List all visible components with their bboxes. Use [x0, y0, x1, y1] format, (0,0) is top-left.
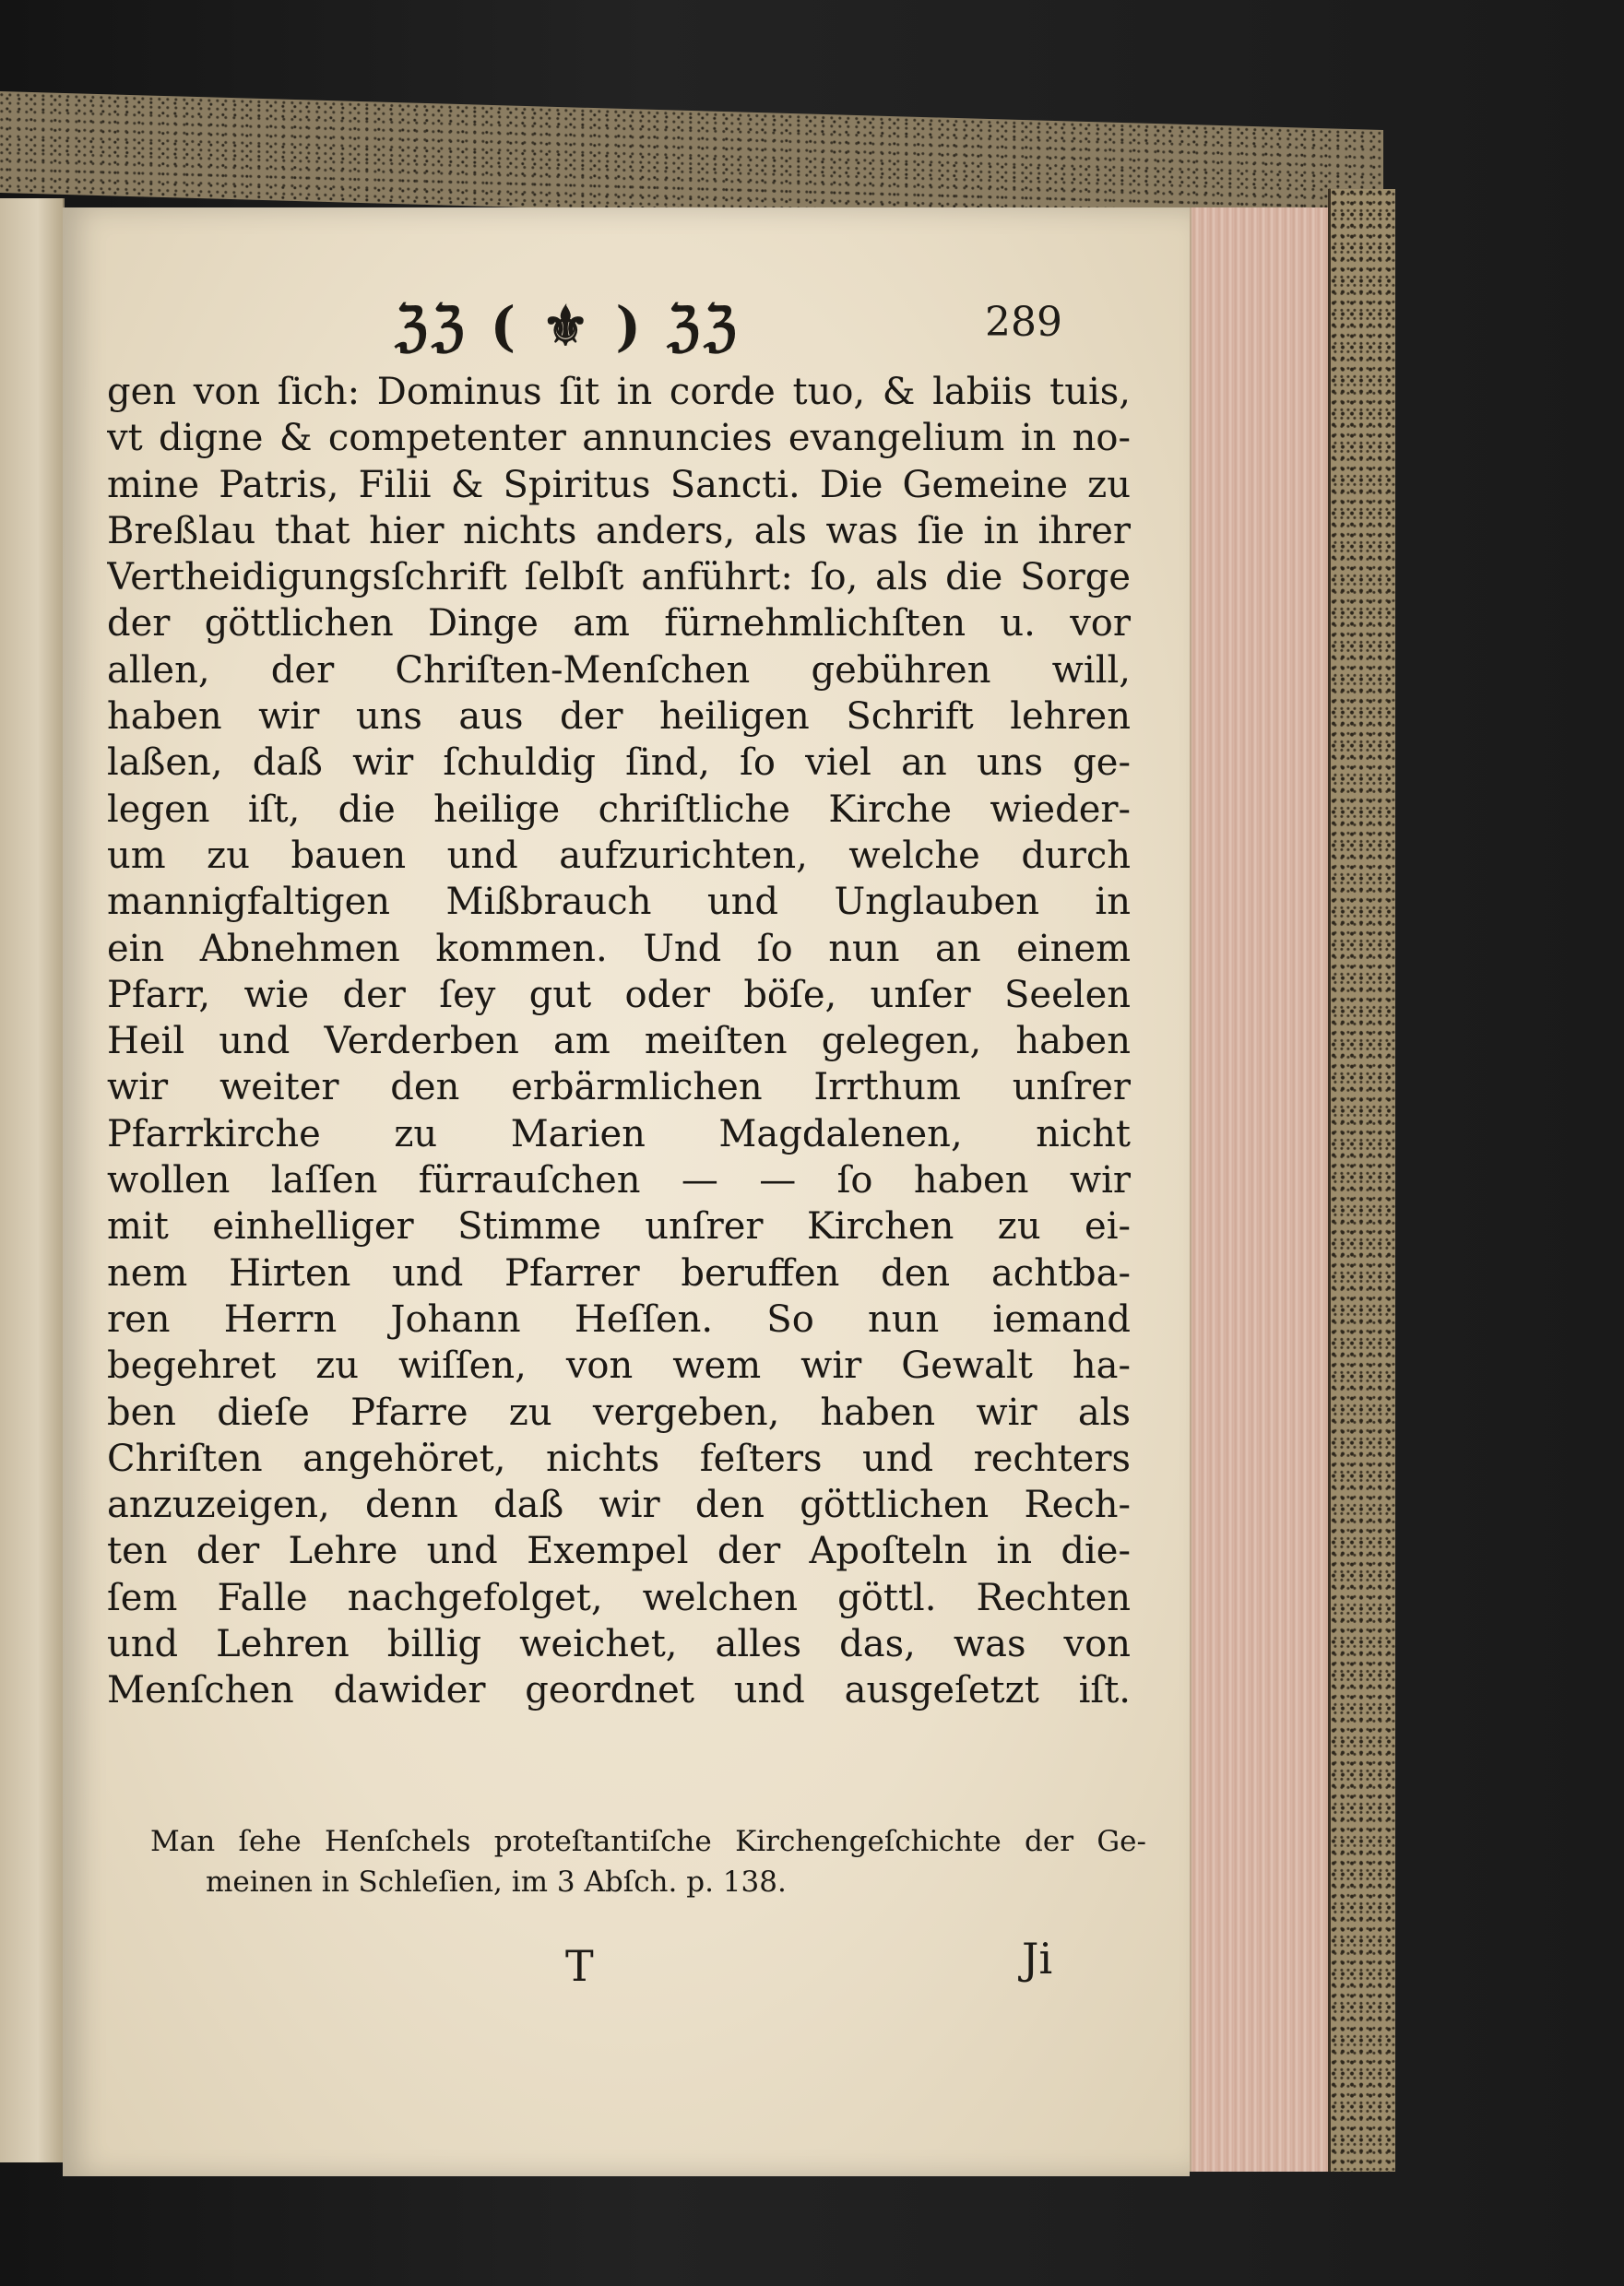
text-line: mit einhelliger Stimme unſrer Kirchen zu ei- — [107, 1205, 1131, 1249]
text-line: Chriſten angehöret, nichts feſters und rechters — [107, 1437, 1131, 1480]
text-line: ein Abnehmen kommen. Und ſo nun an einem — [107, 927, 1131, 970]
text-line: haben wir uns aus der heiligen Schrift lehren — [107, 695, 1131, 739]
footnote-line: meinen in Schleſien, im 3 Abſch. p. 138. — [206, 1866, 787, 1899]
text-line: ſem Falle nachgefolget, welchen göttl. Rechten — [107, 1576, 1131, 1619]
page-stack-edge — [1190, 207, 1330, 2172]
signature-mark: T — [565, 1941, 594, 1991]
cover-edge — [1328, 189, 1395, 2172]
text-line: nem Hirten und Pfarrer beruffen den achtba- — [107, 1251, 1131, 1295]
left-page-edge — [0, 198, 65, 2162]
text-line: ben dieſe Pfarre zu vergeben, haben wir als — [107, 1391, 1131, 1434]
book-page — [63, 207, 1190, 2176]
text-line: begehret zu wiſſen, von wem wir Gewalt ha- — [107, 1344, 1131, 1388]
text-line: allen, der Chriſten-Menſchen gebühren will, — [107, 648, 1131, 692]
text-line: Pfarr, wie der ſey gut oder böſe, unſer Seelen — [107, 973, 1131, 1016]
text-line: um zu bauen und aufzurichten, welche durch — [107, 834, 1131, 877]
text-line: der göttlichen Dinge am fürnehmlichſten u. vor — [107, 602, 1131, 646]
text-line: Pfarrkirche zu Marien Magdalenen, nicht — [107, 1112, 1131, 1155]
text-line: Breßlau that hier nichts anders, als was ſie in ihrer — [107, 509, 1131, 552]
text-line: legen iſt, die heilige chriſtliche Kirche wieder- — [107, 788, 1131, 831]
text-line: Menſchen dawider geordnet und ausgeſetzt iſt. — [107, 1669, 1131, 1712]
footnote-line: Man ſehe Henſchels proteſtantiſche Kirchengeſchichte der Ge- — [150, 1825, 1146, 1858]
text-line: mannigfaltigen Mißbrauch und Unglauben in — [107, 881, 1131, 924]
text-line: und Lehren billig weichet, alles das, was von — [107, 1623, 1131, 1666]
page-number: 289 — [985, 299, 1062, 346]
text-line: laßen, daß wir ſchuldig ſind, ſo viel an uns ge- — [107, 741, 1131, 785]
footnote — [150, 1821, 1146, 1902]
text-line: Vertheidigungsſchrift ſelbſt anführt: ſo, als die Sorge — [107, 556, 1131, 599]
text-line: wir weiter den erbärmlichen Irrthum unſrer — [107, 1066, 1131, 1109]
text-line: wollen laſſen fürrauſchen — — ſo haben wir — [107, 1159, 1131, 1202]
text-line: mine Patris, Filii & Spiritus Sancti. Die Gemeine zu — [107, 463, 1131, 506]
text-line: Heil und Verderben am meiſten gelegen, haben — [107, 1020, 1131, 1063]
page-header — [63, 295, 1190, 369]
text-line: vt digne & competenter annuncies evangelium in no- — [107, 417, 1131, 460]
text-line: ten der Lehre und Exempel der Apoſteln in die- — [107, 1530, 1131, 1573]
catchword: Ji — [1022, 1934, 1053, 1984]
header-ornament: ℨℨ ( ⚜ ) ℨℨ — [395, 295, 741, 358]
text-line: ren Herrn Johann Heſſen. So nun iemand — [107, 1297, 1131, 1341]
text-line: gen von ſich: Dominus ſit in corde tuo, & labiis tuis, — [107, 371, 1131, 413]
body-text — [107, 369, 1131, 1714]
text-line: anzuzeigen, denn daß wir den göttlichen Rech- — [107, 1484, 1131, 1527]
